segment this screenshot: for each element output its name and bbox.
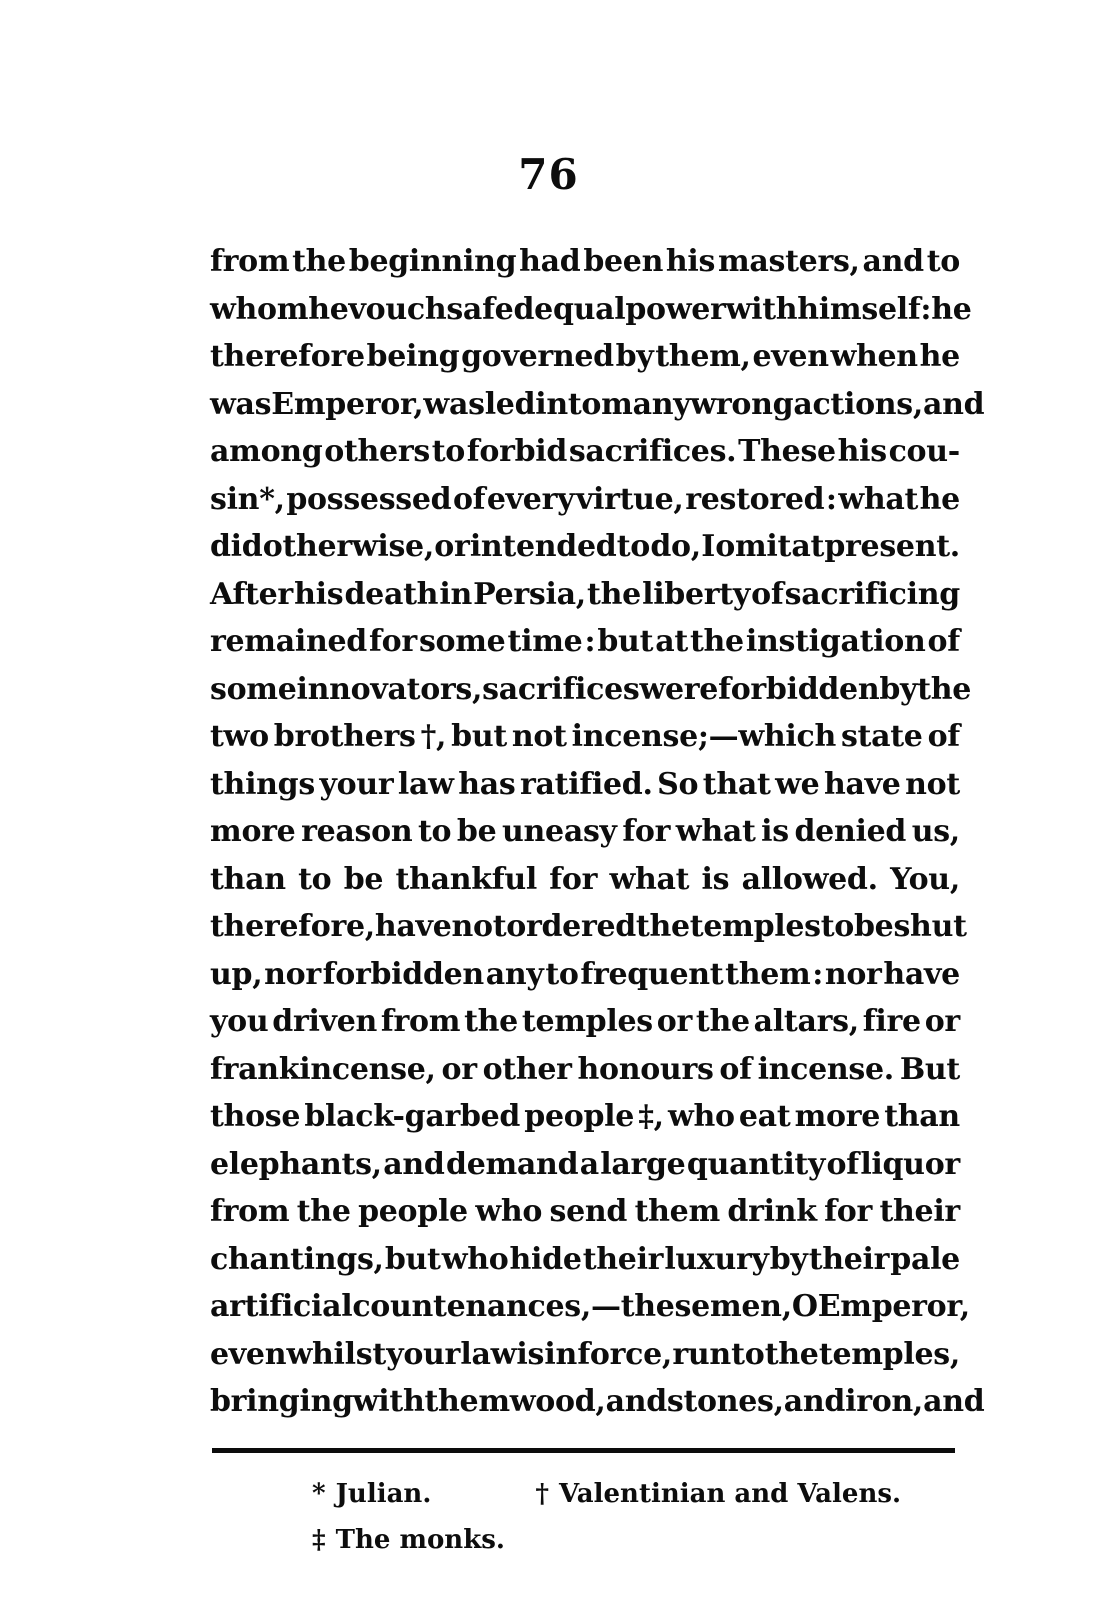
- body-line: some innovators, sacrifices were forbidden by the: [210, 671, 972, 707]
- body-line: frankincense, or other honours of incense. But: [210, 1051, 960, 1087]
- body-line: artificial countenances,—these men, O Emperor,: [210, 1289, 970, 1325]
- footnote-divider: [212, 1448, 955, 1453]
- footnote-julian: [312, 1479, 431, 1509]
- body-line: two brothers †, but not incense;—which state of: [210, 719, 960, 755]
- body-line: remained for some time : but at the instigation of: [210, 624, 960, 660]
- asterisk-marker: *: [312, 1478, 326, 1509]
- text-block: [210, 244, 985, 1432]
- body-line: from the beginning had been his masters, and to: [210, 244, 960, 280]
- body-line: chantings, but who hide their luxury by their pale: [210, 1241, 960, 1277]
- body-line: those black-garbed people ‡, who eat more than: [210, 1099, 960, 1135]
- footnote-text: Valentinian and Valens.: [558, 1478, 902, 1509]
- body-line: therefore, have not ordered the temples to be shut: [210, 909, 967, 945]
- body-line: more reason to be uneasy for what is denied us,: [210, 814, 960, 850]
- footnote-row-2: [312, 1525, 1097, 1571]
- body-line: whom he vouchsafed equal power with himself: he: [210, 291, 972, 327]
- footnote-monks: [312, 1525, 505, 1555]
- body-line: than to be thankful for what is allowed. You,: [210, 861, 960, 897]
- double-dagger-marker: ‡: [312, 1524, 326, 1555]
- body-line: from the people who send them drink for their: [210, 1194, 960, 1230]
- body-line: bringing with them wood, and stones, and iron, and: [210, 1384, 985, 1420]
- dagger-marker: †: [535, 1478, 549, 1509]
- footnote-valentinian: [535, 1479, 901, 1509]
- body-line: you driven from the temples or the altars, fire or: [210, 1004, 960, 1040]
- footnotes: [312, 1479, 1097, 1571]
- body-line: even whilst your law is in force, run to the temples,: [210, 1336, 960, 1372]
- body-line: was Emperor, was led into many wrong actions, and: [210, 386, 985, 422]
- footnote-text: Julian.: [335, 1478, 432, 1509]
- body-line: sin*, possessed of every virtue, restored : what he: [210, 481, 960, 517]
- body-line: did otherwise, or intended to do, I omit at present.: [210, 529, 960, 565]
- footnote-row-1: [312, 1479, 1097, 1525]
- body-line: among others to forbid sacrifices. These his cou-: [210, 434, 960, 470]
- body-line: elephants, and demand a large quantity of liquor: [210, 1146, 960, 1182]
- body-line: After his death in Persia, the liberty of sacrificing: [210, 576, 960, 612]
- body-line: things your law has ratified. So that we have not: [210, 766, 960, 802]
- footnote-text: The monks.: [335, 1524, 505, 1555]
- page-number: 76: [518, 150, 579, 199]
- body-line: therefore being governed by them, even when he: [210, 339, 960, 375]
- body-line: up, nor forbidden any to frequent them : nor have: [210, 956, 960, 992]
